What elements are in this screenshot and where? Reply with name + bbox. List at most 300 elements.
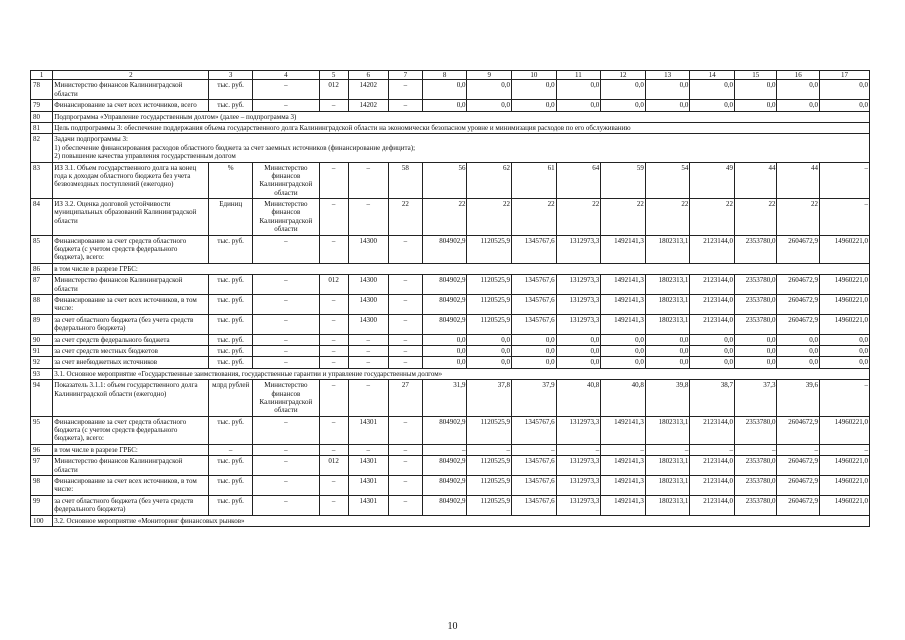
row-number-cell: 83 <box>31 162 53 199</box>
description-cell: за счет внебюджетных источников <box>53 357 209 368</box>
column-15-cell: 2353780,0 <box>735 314 777 334</box>
column-15-cell: 2353780,0 <box>735 495 777 515</box>
column-3-cell: тыс. руб. <box>209 334 253 345</box>
column-16-cell: 0,0 <box>777 100 819 111</box>
column-13-cell: 1802313,1 <box>645 275 690 295</box>
column-8-cell: 804902,9 <box>422 314 467 334</box>
column-6-cell: 14301 <box>348 456 388 476</box>
column-15-cell: 44 <box>735 162 777 199</box>
column-6-cell: – <box>348 162 388 199</box>
table-row <box>31 456 870 476</box>
column-10-cell: 22 <box>512 199 557 236</box>
row-number-cell: 95 <box>31 416 53 444</box>
column-5-cell: – <box>319 345 348 356</box>
column-5-cell: – <box>319 380 348 417</box>
column-7-cell: – <box>388 100 422 111</box>
column-6-cell: – <box>348 380 388 417</box>
column-3-cell: тыс. руб. <box>209 357 253 368</box>
column-15-cell: 0,0 <box>735 100 777 111</box>
column-16-cell: 2604672,9 <box>777 275 819 295</box>
row-number-cell: 94 <box>31 380 53 417</box>
section-text-cell: Задачи подпрограммы 3: 1) обеспечение финансирования расходов областного бюджета за счет заемных источников (финансирование дефицита); 2) повышение качества управления государственным долгом <box>53 134 870 162</box>
column-number-cell: 9 <box>467 71 512 80</box>
column-13-cell: 1802313,1 <box>645 456 690 476</box>
column-8-cell: 31,9 <box>422 380 467 417</box>
table-row <box>31 476 870 496</box>
column-15-cell: 2353780,0 <box>735 416 777 444</box>
column-16-cell: 0,0 <box>777 345 819 356</box>
column-5-cell: – <box>319 199 348 236</box>
column-4-cell: – <box>252 334 319 345</box>
row-number-cell: 89 <box>31 314 53 334</box>
column-7-cell: – <box>388 334 422 345</box>
column-8-cell: 804902,9 <box>422 275 467 295</box>
column-3-cell: тыс. руб. <box>209 275 253 295</box>
column-14-cell: 2123144,0 <box>690 476 735 496</box>
column-14-cell: 0,0 <box>690 357 735 368</box>
column-9-cell: 1120525,9 <box>467 416 512 444</box>
column-5-cell: – <box>319 100 348 111</box>
column-7-cell: – <box>388 416 422 444</box>
column-8-cell: 56 <box>422 162 467 199</box>
column-11-cell: 1312973,3 <box>556 294 601 314</box>
column-6-cell: 14300 <box>348 314 388 334</box>
column-4-cell: – <box>252 100 319 111</box>
column-15-cell: 2353780,0 <box>735 235 777 263</box>
description-cell: ИЗ 3.1. Объем государственного долга на конец года к доходам областного бюджета без учета безвозмездных поступлений (ежегодно) <box>53 162 209 199</box>
column-8-cell: 804902,9 <box>422 456 467 476</box>
column-3-cell: тыс. руб. <box>209 476 253 496</box>
column-5-cell: – <box>319 235 348 263</box>
column-16-cell: 39,6 <box>777 380 819 417</box>
column-6-cell: – <box>348 357 388 368</box>
column-13-cell: 39,8 <box>645 380 690 417</box>
section-text-cell: Подпрограмма «Управление государственным долгом» (далее – подпрограмма 3) <box>53 111 870 122</box>
table-row <box>31 495 870 515</box>
description-cell: за счет областного бюджета (без учета средств федерального бюджета) <box>53 314 209 334</box>
column-4-cell: – <box>252 275 319 295</box>
description-cell: Финансирование за счет средств областного бюджета (с учетом средств федерального бюджета), всего: <box>53 235 209 263</box>
row-number-cell: 80 <box>31 111 53 122</box>
row-number-cell: 98 <box>31 476 53 496</box>
column-11-cell: 0,0 <box>556 345 601 356</box>
column-14-cell: 49 <box>690 162 735 199</box>
column-16-cell: 0,0 <box>777 334 819 345</box>
table-row <box>31 334 870 345</box>
column-10-cell: 1345767,6 <box>512 294 557 314</box>
column-number-cell: 12 <box>601 71 646 80</box>
column-4-cell: – <box>252 294 319 314</box>
column-10-cell: 0,0 <box>512 345 557 356</box>
column-12-cell: 1492141,3 <box>601 294 646 314</box>
table-row <box>31 80 870 100</box>
section-row <box>31 515 870 526</box>
column-12-cell: 40,8 <box>601 380 646 417</box>
row-number-cell: 97 <box>31 456 53 476</box>
column-13-cell: 1802313,1 <box>645 416 690 444</box>
column-7-cell: – <box>388 294 422 314</box>
column-number-cell: 14 <box>690 71 735 80</box>
table-row <box>31 380 870 417</box>
table-row <box>31 100 870 111</box>
column-number-cell: 1 <box>31 71 53 80</box>
column-9-cell: 22 <box>467 199 512 236</box>
column-15-cell: – <box>735 444 777 455</box>
column-5-cell: – <box>319 314 348 334</box>
column-5-cell: – <box>319 357 348 368</box>
column-8-cell: 0,0 <box>422 80 467 100</box>
column-8-cell: 0,0 <box>422 357 467 368</box>
column-11-cell: 1312973,3 <box>556 314 601 334</box>
column-number-cell: 2 <box>53 71 209 80</box>
column-14-cell: 2123144,0 <box>690 294 735 314</box>
column-16-cell: 2604672,9 <box>777 314 819 334</box>
column-11-cell: 22 <box>556 199 601 236</box>
row-number-cell: 78 <box>31 80 53 100</box>
column-7-cell: – <box>388 235 422 263</box>
column-14-cell: – <box>690 444 735 455</box>
column-12-cell: 1492141,3 <box>601 314 646 334</box>
column-7-cell: – <box>388 456 422 476</box>
column-17-cell: 14960221,0 <box>819 476 869 496</box>
column-6-cell: – <box>348 444 388 455</box>
column-3-cell: тыс. руб. <box>209 456 253 476</box>
column-5-cell: – <box>319 476 348 496</box>
column-14-cell: 0,0 <box>690 80 735 100</box>
column-4-cell: – <box>252 495 319 515</box>
section-row <box>31 122 870 133</box>
column-17-cell: – <box>819 162 869 199</box>
row-number-cell: 81 <box>31 122 53 133</box>
column-14-cell: 2123144,0 <box>690 456 735 476</box>
column-10-cell: 0,0 <box>512 100 557 111</box>
column-12-cell: 1492141,3 <box>601 476 646 496</box>
column-9-cell: 1120525,9 <box>467 495 512 515</box>
row-number-cell: 96 <box>31 444 53 455</box>
section-text-cell: в том числе в разрезе ГРБС: <box>53 263 870 274</box>
column-7-cell: – <box>388 80 422 100</box>
column-17-cell: 0,0 <box>819 345 869 356</box>
program-table <box>30 70 870 527</box>
column-4-cell: – <box>252 357 319 368</box>
section-text-cell: 3.1. Основное мероприятие «Государственные заимствования, государственные гарантии и управление государственным долгом» <box>53 368 870 379</box>
column-3-cell: тыс. руб. <box>209 100 253 111</box>
column-11-cell: 0,0 <box>556 334 601 345</box>
column-5-cell: – <box>319 334 348 345</box>
column-9-cell: 0,0 <box>467 345 512 356</box>
column-4-cell: – <box>252 456 319 476</box>
column-5-cell: – <box>319 416 348 444</box>
column-7-cell: – <box>388 357 422 368</box>
section-row <box>31 368 870 379</box>
table-row <box>31 199 870 236</box>
description-cell: в том числе в разрезе ГРБС: <box>53 444 209 455</box>
column-12-cell: 0,0 <box>601 357 646 368</box>
column-3-cell: тыс. руб. <box>209 416 253 444</box>
description-cell: Финансирование за счет средств областного бюджета (с учетом средств федерального бюджета), всего: <box>53 416 209 444</box>
column-9-cell: 1120525,9 <box>467 456 512 476</box>
column-6-cell: 14300 <box>348 275 388 295</box>
column-17-cell: – <box>819 444 869 455</box>
column-14-cell: 2123144,0 <box>690 235 735 263</box>
column-10-cell: 1345767,6 <box>512 314 557 334</box>
column-14-cell: 0,0 <box>690 100 735 111</box>
column-11-cell: 1312973,3 <box>556 476 601 496</box>
column-17-cell: 14960221,0 <box>819 294 869 314</box>
column-11-cell: 1312973,3 <box>556 235 601 263</box>
row-number-cell: 99 <box>31 495 53 515</box>
column-9-cell: 0,0 <box>467 334 512 345</box>
column-4-cell: Министерство финансов Калининградской области <box>252 380 319 417</box>
column-14-cell: 22 <box>690 199 735 236</box>
column-7-cell: – <box>388 495 422 515</box>
description-cell: Министерство финансов Калининградской области <box>53 456 209 476</box>
description-cell: за счет областного бюджета (без учета средств федерального бюджета) <box>53 495 209 515</box>
column-4-cell: – <box>252 314 319 334</box>
column-9-cell: 0,0 <box>467 357 512 368</box>
table-row <box>31 345 870 356</box>
column-17-cell: – <box>819 380 869 417</box>
column-11-cell: 1312973,3 <box>556 456 601 476</box>
column-number-cell: 7 <box>388 71 422 80</box>
column-9-cell: 1120525,9 <box>467 235 512 263</box>
page-number: 10 <box>447 621 458 632</box>
column-4-cell: – <box>252 235 319 263</box>
row-number-cell: 85 <box>31 235 53 263</box>
column-5-cell: – <box>319 162 348 199</box>
column-9-cell: 37,8 <box>467 380 512 417</box>
column-8-cell: 804902,9 <box>422 235 467 263</box>
column-8-cell: – <box>422 444 467 455</box>
column-16-cell: 2604672,9 <box>777 416 819 444</box>
column-number-cell: 17 <box>819 71 869 80</box>
column-16-cell: 2604672,9 <box>777 294 819 314</box>
column-11-cell: – <box>556 444 601 455</box>
column-3-cell: тыс. руб. <box>209 495 253 515</box>
description-cell: за счет средств местных бюджетов <box>53 345 209 356</box>
row-number-cell: 93 <box>31 368 53 379</box>
column-number-cell: 11 <box>556 71 601 80</box>
column-5-cell: 012 <box>319 80 348 100</box>
column-5-cell: – <box>319 294 348 314</box>
column-11-cell: 1312973,3 <box>556 495 601 515</box>
description-cell: Показатель 3.1.1: объем государственного долга Калининградской области (ежегодно) <box>53 380 209 417</box>
section-row <box>31 111 870 122</box>
row-number-cell: 92 <box>31 357 53 368</box>
table-row <box>31 162 870 199</box>
column-15-cell: 22 <box>735 199 777 236</box>
column-12-cell: 0,0 <box>601 334 646 345</box>
column-number-cell: 6 <box>348 71 388 80</box>
column-3-cell: тыс. руб. <box>209 345 253 356</box>
table-row <box>31 314 870 334</box>
row-number-cell: 84 <box>31 199 53 236</box>
column-6-cell: – <box>348 334 388 345</box>
column-11-cell: 1312973,3 <box>556 416 601 444</box>
column-9-cell: 1120525,9 <box>467 314 512 334</box>
column-13-cell: 0,0 <box>645 100 690 111</box>
column-7-cell: – <box>388 314 422 334</box>
column-9-cell: – <box>467 444 512 455</box>
column-number-cell: 8 <box>422 71 467 80</box>
column-15-cell: 2353780,0 <box>735 294 777 314</box>
column-13-cell: 22 <box>645 199 690 236</box>
column-3-cell: тыс. руб. <box>209 80 253 100</box>
section-row <box>31 263 870 274</box>
column-8-cell: 804902,9 <box>422 476 467 496</box>
column-13-cell: 0,0 <box>645 334 690 345</box>
table-row <box>31 235 870 263</box>
column-16-cell: 2604672,9 <box>777 476 819 496</box>
column-6-cell: 14301 <box>348 476 388 496</box>
column-5-cell: – <box>319 444 348 455</box>
column-number-cell: 13 <box>645 71 690 80</box>
column-17-cell: 14960221,0 <box>819 495 869 515</box>
description-cell: Финансирование за счет всех источников, в том числе: <box>53 294 209 314</box>
column-6-cell: 14301 <box>348 416 388 444</box>
column-17-cell: 14960221,0 <box>819 235 869 263</box>
column-7-cell: 58 <box>388 162 422 199</box>
column-4-cell: – <box>252 416 319 444</box>
column-12-cell: 0,0 <box>601 100 646 111</box>
column-15-cell: 2353780,0 <box>735 275 777 295</box>
column-15-cell: 0,0 <box>735 334 777 345</box>
column-number-cell: 4 <box>252 71 319 80</box>
column-13-cell: 1802313,1 <box>645 476 690 496</box>
column-3-cell: тыс. руб. <box>209 235 253 263</box>
column-number-cell: 16 <box>777 71 819 80</box>
column-9-cell: 0,0 <box>467 80 512 100</box>
column-3-cell: % <box>209 162 253 199</box>
column-12-cell: 0,0 <box>601 80 646 100</box>
column-17-cell: 0,0 <box>819 100 869 111</box>
column-10-cell: 1345767,6 <box>512 416 557 444</box>
column-12-cell: 0,0 <box>601 345 646 356</box>
column-10-cell: 1345767,6 <box>512 235 557 263</box>
table-row <box>31 416 870 444</box>
column-7-cell: – <box>388 444 422 455</box>
column-10-cell: – <box>512 444 557 455</box>
column-15-cell: 0,0 <box>735 357 777 368</box>
column-11-cell: 40,8 <box>556 380 601 417</box>
column-14-cell: 0,0 <box>690 334 735 345</box>
description-cell: за счет средств федерального бюджета <box>53 334 209 345</box>
column-10-cell: 1345767,6 <box>512 456 557 476</box>
column-8-cell: 0,0 <box>422 334 467 345</box>
column-12-cell: 1492141,3 <box>601 235 646 263</box>
column-7-cell: – <box>388 476 422 496</box>
column-9-cell: 1120525,9 <box>467 476 512 496</box>
column-8-cell: 0,0 <box>422 100 467 111</box>
column-7-cell: 22 <box>388 199 422 236</box>
row-number-cell: 100 <box>31 515 53 526</box>
column-5-cell: – <box>319 495 348 515</box>
row-number-cell: 82 <box>31 134 53 162</box>
column-13-cell: 0,0 <box>645 80 690 100</box>
column-13-cell: 1802313,1 <box>645 235 690 263</box>
column-number-cell: 5 <box>319 71 348 80</box>
column-13-cell: 1802313,1 <box>645 294 690 314</box>
column-6-cell: 14202 <box>348 100 388 111</box>
column-17-cell: – <box>819 199 869 236</box>
column-5-cell: 012 <box>319 275 348 295</box>
column-3-cell: тыс. руб. <box>209 294 253 314</box>
column-13-cell: – <box>645 444 690 455</box>
column-16-cell: – <box>777 444 819 455</box>
description-cell: ИЗ 3.2. Оценка долговой устойчивости муниципальных образований Калининградской области <box>53 199 209 236</box>
column-11-cell: 0,0 <box>556 100 601 111</box>
column-3-cell: млрд рублей <box>209 380 253 417</box>
column-17-cell: 14960221,0 <box>819 416 869 444</box>
column-12-cell: 22 <box>601 199 646 236</box>
row-number-cell: 79 <box>31 100 53 111</box>
column-14-cell: 0,0 <box>690 345 735 356</box>
column-17-cell: 14960221,0 <box>819 456 869 476</box>
column-16-cell: 44 <box>777 162 819 199</box>
column-10-cell: 0,0 <box>512 80 557 100</box>
column-11-cell: 64 <box>556 162 601 199</box>
column-number-cell: 15 <box>735 71 777 80</box>
column-9-cell: 1120525,9 <box>467 275 512 295</box>
column-3-cell: Единиц <box>209 199 253 236</box>
column-13-cell: 1802313,1 <box>645 314 690 334</box>
table-row <box>31 357 870 368</box>
column-11-cell: 0,0 <box>556 80 601 100</box>
column-17-cell: 0,0 <box>819 334 869 345</box>
description-cell: Министерство финансов Калининградской области <box>53 80 209 100</box>
description-cell: Министерство финансов Калининградской области <box>53 275 209 295</box>
column-15-cell: 37,3 <box>735 380 777 417</box>
column-16-cell: 2604672,9 <box>777 495 819 515</box>
column-3-cell: – <box>209 444 253 455</box>
description-cell: Финансирование за счет всех источников, в том числе: <box>53 476 209 496</box>
column-8-cell: 804902,9 <box>422 495 467 515</box>
column-8-cell: 0,0 <box>422 345 467 356</box>
column-13-cell: 0,0 <box>645 345 690 356</box>
column-8-cell: 22 <box>422 199 467 236</box>
column-10-cell: 1345767,6 <box>512 275 557 295</box>
column-number-cell: 3 <box>209 71 253 80</box>
column-12-cell: 1492141,3 <box>601 416 646 444</box>
column-10-cell: 37,9 <box>512 380 557 417</box>
column-10-cell: 61 <box>512 162 557 199</box>
column-10-cell: 0,0 <box>512 357 557 368</box>
column-14-cell: 2123144,0 <box>690 416 735 444</box>
column-12-cell: – <box>601 444 646 455</box>
column-numbers-row <box>31 71 870 80</box>
column-9-cell: 1120525,9 <box>467 294 512 314</box>
column-6-cell: – <box>348 345 388 356</box>
section-text-cell: 3.2. Основное мероприятие «Мониторинг финансовых рынков» <box>53 515 870 526</box>
column-6-cell: 14300 <box>348 294 388 314</box>
column-12-cell: 1492141,3 <box>601 495 646 515</box>
column-4-cell: – <box>252 476 319 496</box>
description-cell: Финансирование за счет всех источников, всего <box>53 100 209 111</box>
column-14-cell: 2123144,0 <box>690 495 735 515</box>
column-number-cell: 10 <box>512 71 557 80</box>
column-10-cell: 1345767,6 <box>512 476 557 496</box>
column-9-cell: 62 <box>467 162 512 199</box>
column-15-cell: 0,0 <box>735 345 777 356</box>
column-11-cell: 1312973,3 <box>556 275 601 295</box>
column-15-cell: 0,0 <box>735 80 777 100</box>
table-row <box>31 294 870 314</box>
column-12-cell: 59 <box>601 162 646 199</box>
column-4-cell: Министерство финансов Калининградской области <box>252 162 319 199</box>
column-13-cell: 1802313,1 <box>645 495 690 515</box>
section-row <box>31 134 870 162</box>
column-9-cell: 0,0 <box>467 100 512 111</box>
